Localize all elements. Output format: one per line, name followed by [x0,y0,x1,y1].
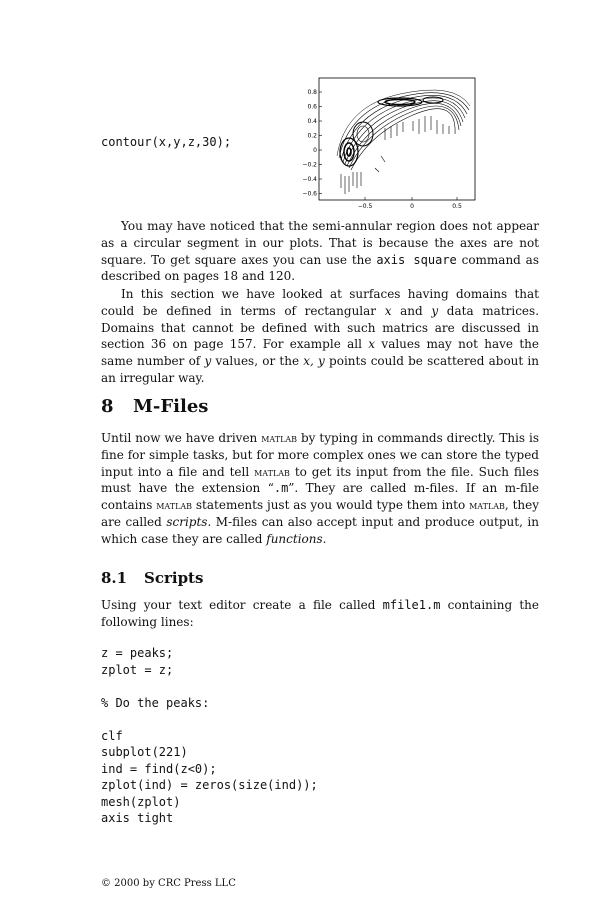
paragraph-domains: In this section we have looked at surfaces having domains that could be defined in terms of rectangular x and y data matrices. Domains that cannot be defined with such matrics are discussed in section 36 on page 157. For example all x values may not have the same number of y values, or the x, y points could be scattered about in an irregular way. [101,287,540,385]
copyright-footer: © 2000 by CRC Press LLC [101,878,236,889]
section-heading: 8 M-Files [101,396,209,417]
y-tick-label: −0.2 [302,161,317,169]
code-block: z = peaks; zplot = z; % Do the peaks: clf subplot(221) ind = find(z<0); zplot(ind) = zeros(size(ind)); mesh(zplot) axis tight [101,646,318,825]
x-tick-label: 0.5 [452,203,462,210]
contour-lines [337,90,470,194]
y-tick-label: 0.4 [307,118,317,125]
x-axis-ticks [358,197,462,210]
y-tick-label: 0.6 [307,103,317,111]
y-tick-label: 0.8 [307,89,317,96]
x-tick-label: −0.5 [357,203,373,210]
paragraph-scripts: Using your text editor create a file called mfile1.m containing the following lines: [101,598,539,629]
contour-plot [302,76,480,212]
plot-frame [319,78,475,200]
y-tick-label: −0.4 [302,176,317,183]
x-tick-label: 0 [410,203,414,210]
y-tick-label: −0.6 [302,190,317,198]
inline-code: axis square [376,252,457,267]
contour-command: contour(x,y,z,30); [101,135,232,149]
y-tick-label: 0 [313,147,317,154]
subsection-heading: 8.1 Scripts [101,569,204,587]
y-tick-label: 0.2 [307,132,317,140]
paragraph-m-files: Until now we have driven matlab by typing in commands directly. This is fine for simple tasks, but for more complex ones we can store the typed input into a file and tell matlab to get its input from the file. Such files must have the extension “.m”. They are called m-files. If an m-file contains matlab statements just as you would type them into matlab, they are called scripts. M-files can also accept input and produce output, in which case they are called functions. [101,431,540,546]
paragraph-square-axes: You may have noticed that the semi-annular region does not appear as a circular segment in our plots. That is because the axes are not square. To get square axes you can use the axis square command as described on pages 18 and 120. [101,219,539,284]
